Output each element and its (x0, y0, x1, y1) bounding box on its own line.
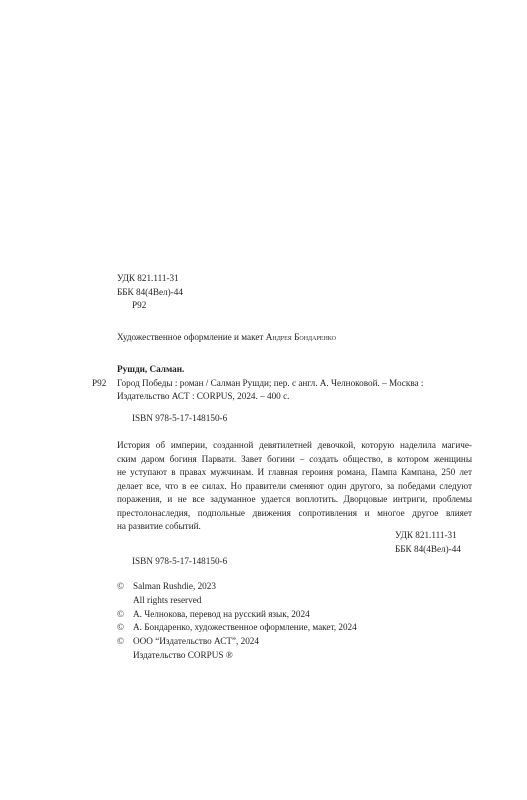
udk-code: УДК 821.111-31 (117, 273, 179, 283)
annotation-line: престолонаследия, подпольные движения сопротивления и многое другое влияет (117, 507, 472, 518)
copyright-row (117, 635, 357, 649)
margin-author-mark: Р92 (92, 378, 107, 388)
copyright-symbol: © (117, 636, 124, 647)
annotation-line: делает все, что в ее силах. Но правители сменяют один другого, за победами следуют (117, 480, 472, 491)
bib-heading: Рушди, Салман. (117, 364, 185, 374)
annotation-line: ским даром богиня Парвати. Завет богини – создать общество, в котором женщины (117, 453, 472, 464)
author-mark: Р92 (132, 300, 147, 310)
annotation-line: не уступают в правах мужчинам. И главная героиня романа, Пампа Кампана, 250 лет (117, 467, 472, 477)
copyright-text: А. Бондаренко, художественное оформление, макет, 2024 (133, 622, 357, 633)
classification-right (395, 529, 461, 556)
copyright-text: All rights reserved (133, 594, 202, 605)
bib-line-1: Город Победы : роман / Салман Рушди; пер. с англ. А. Челноковой. – Москва : (117, 377, 424, 388)
isbn-bottom: ISBN 978-5-17-148150-6 (132, 556, 228, 566)
copyright-symbol: © (117, 608, 124, 619)
copyright-row (117, 594, 357, 608)
bbk-code: ББК 84(4Вел)-44 (117, 286, 183, 297)
copyright-row (117, 580, 357, 594)
copyright-text: Издательство CORPUS ® (133, 649, 233, 660)
designer-name: Андрея Бондаренко (265, 332, 336, 342)
copyright-row (117, 608, 357, 622)
copyright-text: ООО “Издательство АСТ”, 2024 (133, 636, 259, 647)
bib-isbn: ISBN 978-5-17-148150-6 (132, 412, 228, 423)
copyright-row (117, 649, 357, 663)
bib-line-2: Издательство АСТ : CORPUS, 2024. – 400 с. (117, 391, 290, 401)
udk-code-right: УДК 821.111-31 (395, 530, 457, 540)
isbn-bottom-wrap (117, 555, 487, 569)
bbk-code-right: ББК 84(4Вел)-44 (395, 543, 461, 554)
copyright-text: Salman Rushdie, 2023 (133, 581, 216, 591)
copyright-symbol: © (117, 622, 124, 633)
classification-block (117, 272, 472, 313)
copyright-symbol: © (117, 581, 124, 591)
annotation (117, 439, 472, 534)
copyright-block (117, 580, 357, 663)
bibliographic-record (117, 363, 472, 425)
copyright-text: А. Челнокова, перевод на русский язык, 2024 (133, 608, 310, 619)
copyright-row (117, 621, 357, 635)
annotation-line: История об империи, созданной девятилетней девочкой, которую наделила магиче- (117, 440, 472, 450)
design-credit-text: Художественное оформление и макет (117, 332, 264, 342)
design-credit (117, 331, 472, 345)
annotation-line: поражения, и не все задуманное удается воплотить. Дворцовые интриги, проблемы (117, 494, 472, 504)
annotation-last-line: на развитие событий. (117, 521, 201, 531)
